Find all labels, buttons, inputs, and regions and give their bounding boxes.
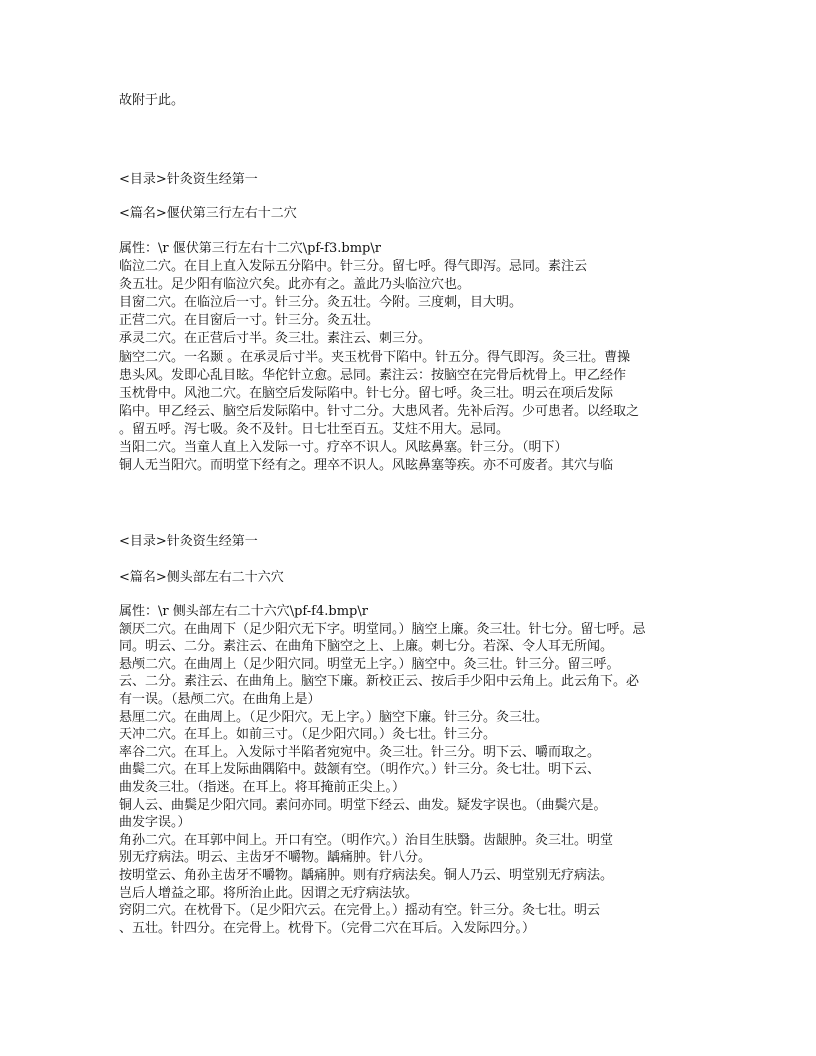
body-line: 颔厌二穴。在曲周下（足少阳穴无下字。明堂同。）脑空上廉。灸三壮。针七分。留七呼。忌 bbox=[119, 621, 646, 637]
body-line: 悬厘二穴。在曲周上。（足少阳穴。无上字。）脑空下廉。针三分。灸三壮。 bbox=[119, 709, 549, 725]
intro-text bbox=[119, 92, 184, 110]
body-line: 率谷二穴。在耳上。入发际寸半陷者宛宛中。灸三壮。针三分。明下云、嚼而取之。 bbox=[119, 744, 601, 760]
body-line: 角孙二穴。在耳郭中间上。开口有空。（明作穴。）治目生肤翳。齿龈肿。灸三壮。明堂 bbox=[119, 832, 614, 848]
body-line: 目窗二穴。在临泣后一寸。针三分。灸五壮。今附。三度刺，目大明。 bbox=[119, 295, 523, 311]
section-1-catalog bbox=[119, 171, 258, 189]
catalog-heading: <目录>针灸资生经第一 bbox=[119, 172, 258, 187]
body-line: 。留五呼。泻七吸。灸不及针。日七壮至百五。艾炷不用大。忌同。 bbox=[119, 421, 510, 437]
body-line: 有一误。（悬颅二穴。在曲角上是） bbox=[119, 691, 321, 707]
paragraph-line: 故附于此。 bbox=[119, 93, 185, 108]
body-line: 窍阴二穴。在枕骨下。（足少阳穴云。在完骨上。）摇动有空。针三分。灸七壮。明云 bbox=[119, 903, 601, 919]
body-line: 曲发字误。） bbox=[119, 815, 191, 831]
body-line: 陷中。甲乙经云、脑空后发际陷中。针寸二分。大患风者。先补后泻。少可患者。以经取之 bbox=[119, 403, 640, 419]
body-line: 按明堂云、角孙主齿牙不嚼物。龋痛肿。则有疗病法矣。铜人乃云、明堂别无疗病法。 bbox=[119, 867, 614, 883]
body-line: 同。明云、二分。素注云、在曲角下脑空之上、上廉。刺七分。若深、令人耳无所闻。 bbox=[119, 639, 614, 655]
body-line: 承灵二穴。在正营后寸半。灸三壮。素注云、刺三分。 bbox=[119, 331, 432, 347]
catalog-heading: <目录>针灸资生经第一 bbox=[119, 534, 258, 549]
body-line: 岂后人增益之耶。将所治止此。因谓之无疗病法欤。 bbox=[119, 885, 419, 901]
section-2-body bbox=[119, 603, 646, 937]
body-line: 曲鬓二穴。在耳上发际曲隅陷中。鼓颔有空。（明作穴。）针三分。灸七壮。明下云、 bbox=[119, 762, 601, 778]
body-line: 患头风。发即心乱目眩。华佗针立愈。忌同。素注云：按脑空在完骨后枕骨上。甲乙经作 bbox=[119, 367, 627, 383]
body-line: 铜人云、曲鬓足少阳穴同。素问亦同。明堂下经云、曲发。疑发字误也。（曲鬓穴是。 bbox=[119, 797, 607, 813]
chapter-heading: <篇名>偃伏第三行左右十二穴 bbox=[119, 206, 297, 221]
body-line: 曲发灸三壮。（指迷。在耳上。将耳掩前正尖上。） bbox=[119, 779, 406, 795]
chapter-heading: <篇名>侧头部左右二十六穴 bbox=[119, 570, 284, 585]
section-1-body bbox=[119, 240, 639, 475]
body-line: 别无疗病法。明云、主齿牙不嚼物。龋痛肿。针八分。 bbox=[119, 850, 432, 866]
body-line: 悬颅二穴。在曲周上（足少阳穴同。明堂无上字。）脑空中。灸三壮。针三分。留三呼。 bbox=[119, 656, 620, 672]
body-line: 铜人无当阳穴。而明堂下经有之。理卒不识人。风眩鼻塞等疾。亦不可废者。其穴与临 bbox=[119, 458, 614, 474]
body-line: 灸五壮。足少阳有临泣穴矣。此亦有之。盖此乃头临泣穴也。 bbox=[119, 277, 471, 293]
body-line: 当阳二穴。当童人直上入发际一寸。疗卒不识人。风眩鼻塞。针三分。（明下） bbox=[119, 440, 568, 456]
section-2-chapter bbox=[119, 569, 284, 587]
body-line: 脑空二穴。一名颞 。在承灵后寸半。夹玉枕骨下陷中。针五分。得气即泻。灸三壮。曹操 bbox=[119, 349, 631, 365]
attribute-line: 属性：\r 偃伏第三行左右十二穴\pf-f3.bmp\r bbox=[119, 241, 381, 256]
body-line: 正营二穴。在目窗后一寸。针三分。灸五壮。 bbox=[119, 313, 380, 329]
section-1-chapter bbox=[119, 205, 297, 223]
body-line: 临泣二穴。在目上直入发际五分陷中。针三分。留七呼。得气即泻。忌同。素注云 bbox=[119, 259, 588, 275]
body-line: 天冲二穴。在耳上。如前三寸。（足少阳穴同。）灸七壮。针三分。 bbox=[119, 727, 497, 743]
body-line: 、五壮。针四分。在完骨上。枕骨下。（完骨二穴在耳后。入发际四分。） bbox=[119, 920, 536, 936]
section-2-catalog bbox=[119, 533, 258, 551]
body-line: 云、二分。素注云、在曲角上。脑空下廉。新校正云、按后手少阳中云角上。此云角下。必 bbox=[119, 674, 640, 690]
body-line: 玉枕骨中。风池二穴。在脑空后发际陷中。针七分。留七呼。灸三壮。明云在项后发际 bbox=[119, 385, 614, 401]
attribute-line: 属性：\r 侧头部左右二十六穴\pf-f4.bmp\r bbox=[119, 604, 368, 619]
